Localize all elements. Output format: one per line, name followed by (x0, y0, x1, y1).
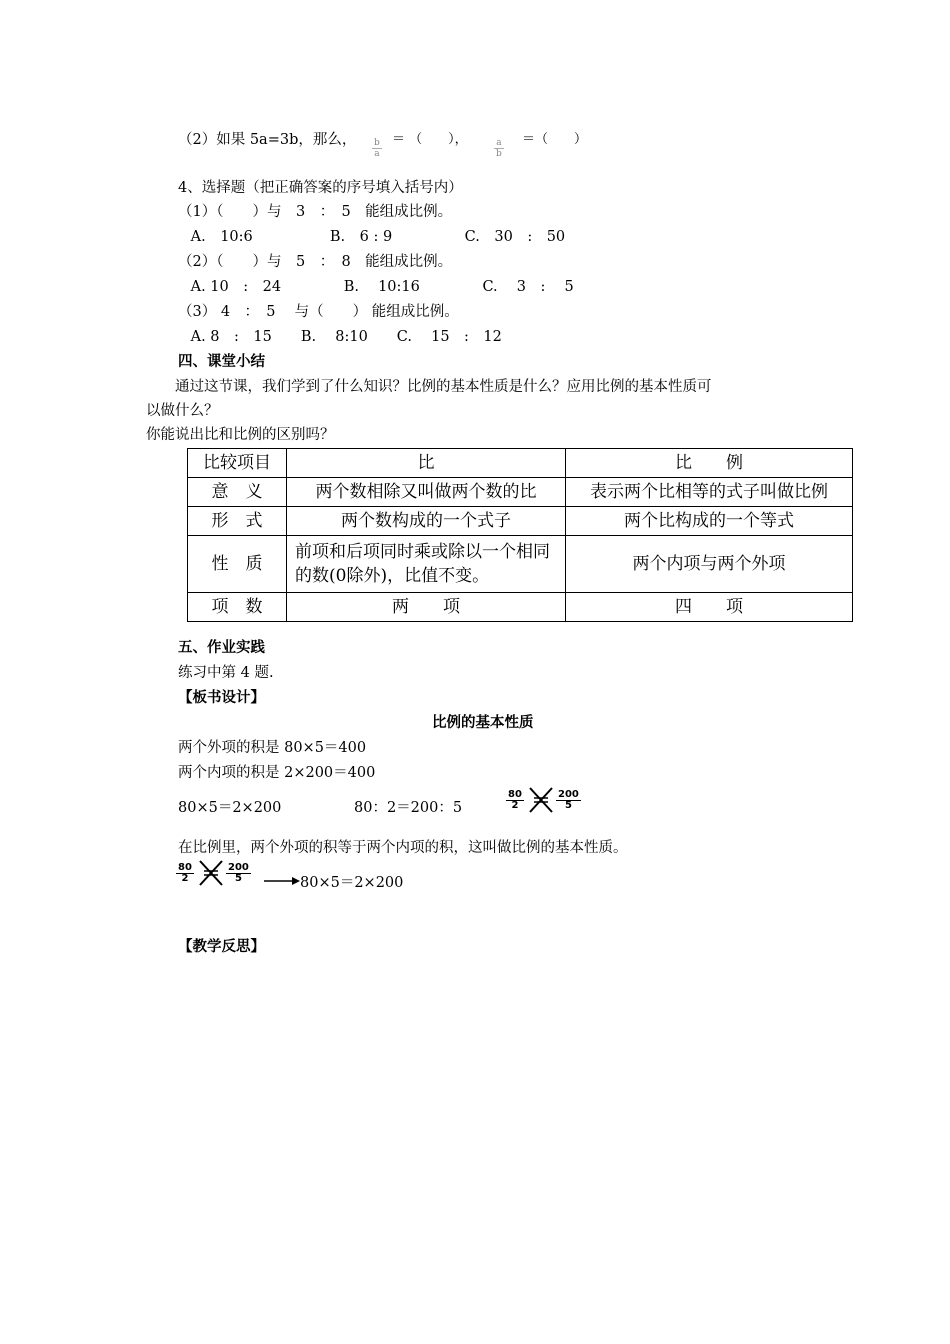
table-cell: 意 义 (188, 478, 287, 507)
table-cell: 两个数相除又叫做两个数的比 (287, 478, 566, 507)
summary-question: 你能说出比和比例的区别吗？ (146, 427, 335, 443)
summary-paragraph-line1: 通过这节课，我们学到了什么知识？比例的基本性质是什么？应用比例的基本性质可 (146, 379, 712, 395)
table-cell: 两个比构成的一个等式 (566, 507, 853, 536)
summary-heading: 四、课堂小结 (178, 354, 265, 370)
fraction-denominator: 2 (181, 873, 189, 884)
table-cell: 表示两个比相等的式子叫做比例 (566, 478, 853, 507)
reflection-heading: 【教学反思】 (178, 939, 265, 955)
board-heading: 【板书设计】 (178, 690, 265, 706)
diagram-fraction-left (176, 863, 194, 884)
board-line2: 两个内项的积是 2×200＝400 (178, 765, 376, 781)
fraction-numerator: 200 (558, 789, 579, 800)
table-cell: 四 项 (566, 593, 853, 622)
cross-multiply-icon (198, 859, 224, 887)
board-equation-ratio: 80：2＝200：5 (354, 800, 463, 816)
fraction-denominator: 5 (564, 800, 572, 811)
board-arrow-result: 80×5＝2×200 (300, 875, 404, 891)
table-cell: 前项和后项同时乘或除以一个相同的数(0除外)，比值不变。 (287, 536, 566, 593)
fraction-a-over-b (494, 138, 504, 159)
table-row (188, 478, 853, 507)
fraction-numerator: 80 (178, 862, 192, 873)
table-header-row (188, 449, 853, 478)
board-line1: 两个外项的积是 80×5＝400 (178, 740, 367, 756)
fraction-denominator: 2 (511, 800, 519, 811)
cross-multiply-icon (528, 786, 554, 814)
diagram-fraction-right (556, 790, 581, 811)
q2-equals-2: ＝（ ） (522, 132, 588, 147)
fraction-denominator: a (374, 149, 380, 159)
homework-heading: 五、作业实践 (178, 640, 265, 656)
table-cell: 两个内项与两个外项 (566, 536, 853, 593)
summary-paragraph-line2: 以做什么？ (146, 403, 219, 419)
section4-q3: （3） 4 ： 5 与（ ） 能组成比例。 (178, 304, 459, 320)
board-equation-product: 80×5＝2×200 (178, 800, 282, 816)
section4-q1-options: A. 10:6 B. 6 : 9 C. 30 : 50 (186, 229, 566, 245)
fraction-numerator: 80 (508, 789, 522, 800)
fraction-numerator: a (494, 138, 504, 149)
table-header-cell: 比 (287, 449, 566, 478)
section4-q2: （2）（ ）与 5 ： 8 能组成比例。 (178, 254, 453, 270)
homework-text: 练习中第 4 题. (178, 665, 274, 681)
table-header-cell: 比较项目 (188, 449, 287, 478)
table-cell: 两 项 (287, 593, 566, 622)
fraction-numerator: b (374, 138, 380, 148)
table-row (188, 507, 853, 536)
table-cell: 两个数构成的一个式子 (287, 507, 566, 536)
fraction-b-over-a (372, 138, 382, 159)
fraction-denominator: b (496, 149, 502, 159)
section4-q1: （1）（ ）与 3 ： 5 能组成比例。 (178, 204, 453, 220)
arrow-right-icon (264, 876, 300, 886)
q2-prefix: （2）如果 5a=3b，那么， (178, 132, 357, 148)
q2-equals-1: ＝ （ ）， (392, 132, 472, 147)
diagram-fraction-left (506, 790, 524, 811)
table-row (188, 536, 853, 593)
table-cell: 性 质 (188, 536, 287, 593)
section4-q3-options: A. 8 : 15 B. 8:10 C. 15 : 12 (186, 329, 502, 345)
comparison-table (187, 448, 853, 622)
table-cell: 项 数 (188, 593, 287, 622)
fraction-denominator: 5 (234, 873, 242, 884)
section4-title: 4、选择题（把正确答案的序号填入括号内） (178, 180, 463, 196)
board-title: 比例的基本性质 (432, 715, 534, 731)
board-property-statement: 在比例里，两个外项的积等于两个内项的积，这叫做比例的基本性质。 (178, 840, 628, 856)
table-cell: 形 式 (188, 507, 287, 536)
table-header-cell: 比 例 (566, 449, 853, 478)
fraction-numerator: 200 (228, 862, 249, 873)
diagram-fraction-right (226, 863, 251, 884)
table-row (188, 593, 853, 622)
section4-q2-options: A. 10 : 24 B. 10:16 C. 3 : 5 (186, 279, 574, 295)
